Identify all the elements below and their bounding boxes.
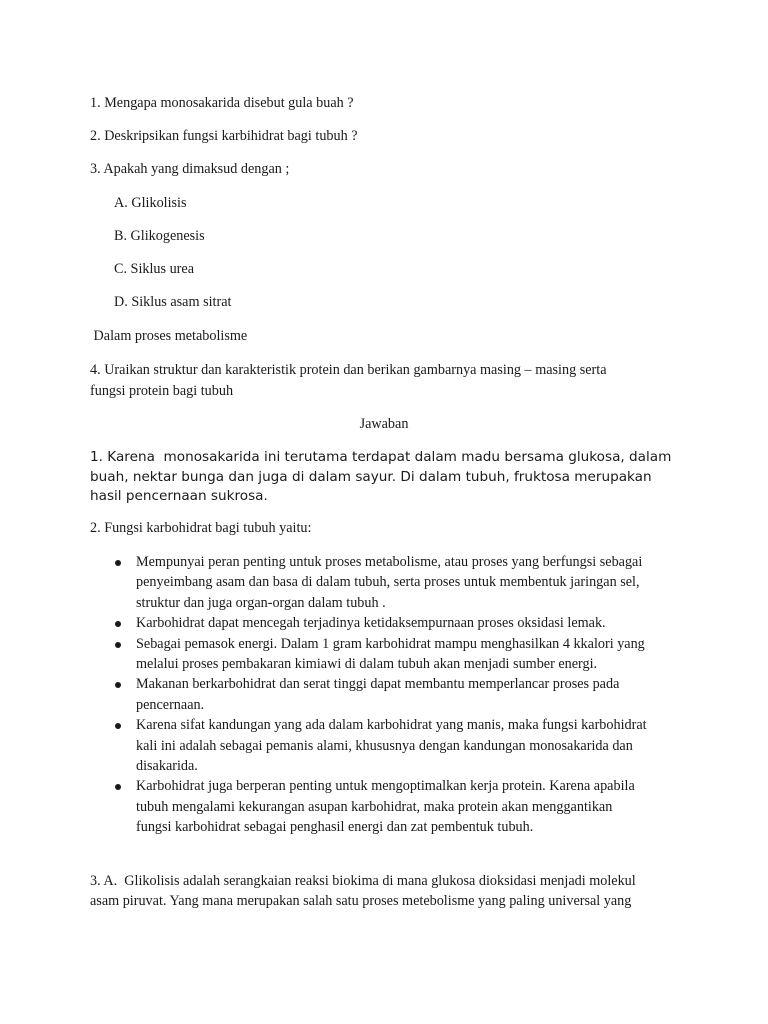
question-3-option-c: C. Siklus urea <box>114 261 194 277</box>
answer-1-line-3: hasil pencernaan sukrosa. <box>90 488 268 504</box>
bullet-text-line: Makanan berkarbohidrat dan serat tinggi dapat membantu memperlancar proses pada <box>136 676 620 693</box>
question-3-option-a: A. Glikolisis <box>114 195 187 211</box>
bullet-item <box>90 674 690 715</box>
question-2: 2. Deskripsikan fungsi karbihidrat bagi tubuh ? <box>90 128 358 144</box>
bullet-dot-icon <box>115 560 121 566</box>
bullet-text-line: disakarida. <box>136 758 198 775</box>
answer-3-line-1: 3. A. Glikolisis adalah serangkaian reaksi biokima di mana glukosa dioksidasi menjadi molekul <box>90 873 636 889</box>
bullet-text-line: tubuh mengalami kekurangan asupan karbohidrat, maka protein akan menggantikan <box>136 798 613 815</box>
bullet-item <box>90 552 690 613</box>
answer-3-line-2: asam piruvat. Yang mana merupakan salah satu proses metebolisme yang paling universal yang <box>90 893 632 909</box>
bullet-dot-icon <box>115 784 121 790</box>
bullet-text-line: penyeimbang asam dan basa di dalam tubuh, serta proses untuk membentuk jaringan sel, <box>136 574 640 591</box>
bullet-item <box>90 613 690 633</box>
bullet-text-line: struktur dan juga organ-organ dalam tubuh . <box>136 594 386 611</box>
question-4-line-1: 4. Uraikan struktur dan karakteristik protein dan berikan gambarnya masing – masing serta <box>90 362 607 378</box>
bullet-dot-icon <box>115 621 121 627</box>
answers-heading: Jawaban <box>359 416 409 432</box>
bullet-text-line: Karbohidrat dapat mencegah terjadinya ketidaksempurnaan proses oksidasi lemak. <box>136 615 606 632</box>
bullet-text-line: Mempunyai peran penting untuk proses metabolisme, atau proses yang berfungsi sebagai <box>136 554 643 570</box>
answer-1-line-1: 1. Karena monosakarida ini terutama terdapat dalam madu bersama glukosa, dalam <box>90 449 672 465</box>
bullet-dot-icon <box>115 723 121 729</box>
bullet-text-line: Karbohidrat juga berperan penting untuk mengoptimalkan kerja protein. Karena apabila <box>136 778 635 795</box>
bullet-dot-icon <box>115 682 121 688</box>
question-3-context: Dalam proses metabolisme <box>90 328 248 344</box>
answer-2-bullet-list <box>90 552 690 838</box>
bullet-text-line: Karena sifat kandungan yang ada dalam karbohidrat yang manis, maka fungsi karbohidrat <box>136 717 647 734</box>
bullet-item <box>90 715 690 776</box>
question-3-option-b: B. Glikogenesis <box>114 228 205 244</box>
bullet-item <box>90 776 690 837</box>
bullet-text-line: melalui proses pembakaran kimiawi di dalam tubuh akan menjadi sumber energi. <box>136 656 598 673</box>
bullet-text-line: kali ini adalah sebagai pemanis alami, khususnya dengan kandungan monosakarida dan <box>136 737 633 754</box>
question-1: 1. Mengapa monosakarida disebut gula buah ? <box>90 95 354 111</box>
answer-2-intro: 2. Fungsi karbohidrat bagi tubuh yaitu: <box>90 520 312 536</box>
question-4-line-2: fungsi protein bagi tubuh <box>90 383 234 399</box>
bullet-item <box>90 634 690 675</box>
answer-1-line-2: buah, nektar bunga dan juga di dalam sayur. Di dalam tubuh, fruktosa merupakan <box>90 469 652 485</box>
bullet-text-line: Sebagai pemasok energi. Dalam 1 gram karbohidrat mampu menghasilkan 4 kkalori yang <box>136 635 645 652</box>
bullet-text-line: fungsi karbohidrat sebagai penghasil energi dan zat pembentuk tubuh. <box>136 819 534 836</box>
bullet-dot-icon <box>115 642 121 648</box>
question-3: 3. Apakah yang dimaksud dengan ; <box>90 161 290 177</box>
bullet-text-line: pencernaan. <box>136 696 205 713</box>
question-3-option-d: D. Siklus asam sitrat <box>114 294 232 310</box>
